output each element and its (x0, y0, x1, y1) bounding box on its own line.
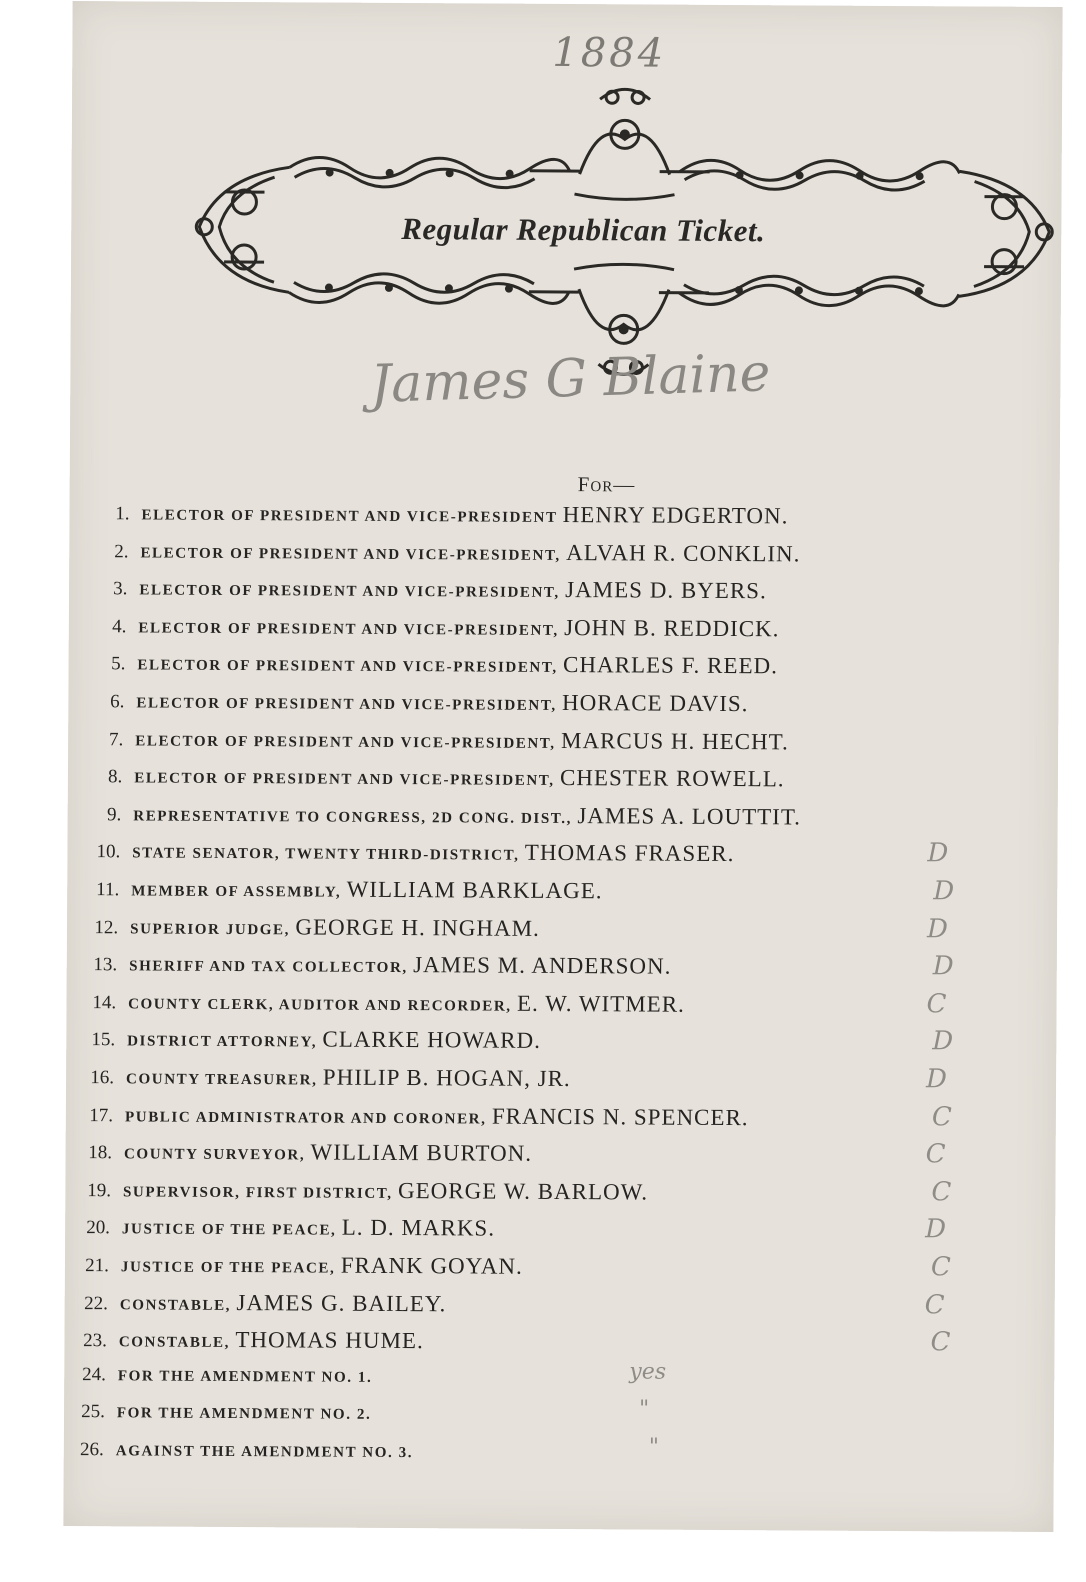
entry-number: 18. (88, 1142, 113, 1164)
handwritten-tally-mark: C (931, 1177, 952, 1208)
handwritten-amendment-mark: " (648, 1434, 660, 1460)
entry-office: ELECTOR OF PRESIDENT AND VICE-PRESIDENT, (137, 657, 564, 677)
entry-candidate: FRANCIS N. SPENCER. (491, 1103, 749, 1130)
ballot-entry (87, 800, 801, 830)
entry-number: 22. (84, 1292, 108, 1314)
entry-office: AGAINST THE AMENDMENT NO. 3. (115, 1443, 414, 1462)
entry-number: 17. (89, 1104, 114, 1126)
entry-number: 10. (96, 841, 121, 863)
entry-office: SHERIFF AND TAX COLLECTOR, (129, 958, 414, 977)
ballot-entry (72, 1364, 373, 1388)
entry-number: 6. (110, 691, 125, 713)
entry-number: 26. (80, 1439, 104, 1461)
entry-number: 5. (111, 653, 126, 675)
entry-number: 1. (115, 503, 130, 525)
entry-office: REPRESENTATIVE TO CONGRESS, 2D CONG. DIST., (133, 808, 578, 827)
entry-number: 24. (82, 1363, 106, 1386)
ballot-entry (93, 574, 766, 604)
entry-number: 7. (109, 728, 124, 750)
ballot-entry (80, 1063, 571, 1092)
handwritten-amendment-mark: " (638, 1396, 650, 1422)
ballot-entry (83, 950, 671, 980)
entry-number: 21. (85, 1255, 110, 1277)
entry-office: COUNTY SURVEYOR, (123, 1146, 311, 1164)
entry-candidate: CLARKE HOWARD. (322, 1026, 541, 1054)
ballot-entry (79, 1101, 749, 1131)
ballot-paper (63, 1, 1062, 1532)
entry-office: COUNTY CLERK, AUDITOR AND RECORDER, (128, 996, 518, 1015)
entry-office: ELECTOR OF PRESIDENT AND VICE-PRESIDENT (141, 507, 563, 526)
handwritten-tally-mark: C (924, 1289, 945, 1320)
handwritten-tally-mark: D (926, 1064, 948, 1095)
entry-candidate: ALVAH R. CONKLIN. (566, 539, 801, 567)
entry-number: 2. (114, 540, 129, 562)
ballot-entry (77, 1176, 648, 1205)
ballot-entry (82, 988, 685, 1018)
ballot-entry (76, 1213, 495, 1242)
entry-number: 16. (90, 1067, 115, 1089)
entry-number: 12. (94, 916, 119, 938)
ballot-entry (81, 1025, 541, 1054)
ballot-entry (92, 612, 779, 642)
entry-number: 8. (108, 766, 123, 788)
ballot-entry (85, 875, 602, 904)
entry-office: CONSTABLE, (119, 1296, 237, 1314)
entry-candidate: CHARLES F. REED. (563, 652, 778, 679)
handwritten-tally-mark: C (926, 989, 947, 1020)
entry-candidate: JAMES A. LOUTTIT. (577, 802, 802, 830)
handwritten-tally-mark: D (927, 838, 949, 869)
entry-office: ELECTOR OF PRESIDENT AND VICE-PRESIDENT, (139, 582, 566, 602)
entry-candidate: THOMAS FRASER. (524, 840, 735, 867)
entry-office: ELECTOR OF PRESIDENT AND VICE-PRESIDENT, (135, 732, 562, 752)
entry-number: 3. (113, 578, 128, 600)
entry-office: ELECTOR OF PRESIDENT AND VICE-PRESIDENT, (138, 620, 565, 639)
entry-office: ELECTOR OF PRESIDENT AND VICE-PRESIDENT, (140, 545, 567, 564)
handwritten-tally-mark: C (930, 1252, 951, 1283)
entry-candidate: JAMES D. BYERS. (565, 577, 767, 604)
ballot-entry (89, 725, 789, 755)
entry-office: COUNTY TREASURER, (126, 1071, 323, 1089)
entry-office: FOR THE AMENDMENT NO. 1. (117, 1368, 373, 1386)
handwritten-tally-mark: D (933, 876, 955, 907)
entry-candidate: E. W. WITMER. (516, 990, 685, 1017)
ballot-entry (70, 1439, 413, 1463)
ticket-title: Regular Republican Ticket. (401, 211, 766, 249)
handwritten-tally-mark: D (926, 913, 948, 944)
entry-number: 11. (96, 879, 120, 901)
entry-candidate: GEORGE W. BARLOW. (397, 1177, 649, 1205)
entry-candidate: HENRY EDGERTON. (562, 501, 789, 529)
entry-office: CONSTABLE, (118, 1334, 236, 1352)
entry-candidate: MARCUS H. HECHT. (560, 727, 789, 754)
handwritten-tally-mark: D (932, 1026, 954, 1057)
entry-office: FOR THE AMENDMENT NO. 2. (116, 1405, 372, 1424)
entry-office: SUPERVISOR, FIRST DISTRICT, (122, 1184, 399, 1202)
entry-candidate: HORACE DAVIS. (562, 689, 749, 717)
entry-office: PUBLIC ADMINISTRATOR AND CORONER, (124, 1108, 492, 1128)
ballot-entry (94, 537, 800, 567)
entry-candidate: GEORGE H. INGHAM. (295, 913, 540, 941)
entry-office: DISTRICT ATTORNEY, (127, 1033, 323, 1051)
ballot-entry (71, 1401, 372, 1425)
entry-candidate: WILLIAM BARKLAGE. (346, 876, 603, 904)
handwritten-amendment-mark: yes (629, 1359, 667, 1385)
handwritten-signature: James G Blaine (369, 343, 772, 415)
ballot-entry (95, 499, 788, 529)
entry-candidate: PHILIP B. HOGAN, JR. (322, 1064, 571, 1092)
ballot-entry (90, 687, 748, 717)
entry-candidate: JAMES M. ANDERSON. (413, 952, 672, 979)
entry-number: 9. (106, 804, 122, 826)
entry-candidate: CHESTER ROWELL. (559, 765, 785, 792)
ballot-entry (78, 1138, 532, 1167)
ballot-entry (74, 1289, 446, 1317)
entry-number: 23. (83, 1330, 107, 1352)
entry-candidate: FRANK GOYAN. (340, 1252, 523, 1279)
entry-candidate: WILLIAM BURTON. (310, 1139, 533, 1167)
ballot-entry (75, 1251, 523, 1280)
entry-candidate: THOMAS HUME. (235, 1327, 424, 1354)
entry-candidate: L. D. MARKS. (341, 1215, 496, 1241)
entry-number: 25. (81, 1401, 105, 1423)
ballot-entry (88, 762, 784, 792)
handwritten-tally-mark: D (932, 951, 954, 982)
for-heading: For— (577, 472, 636, 497)
handwritten-tally-mark: D (925, 1214, 947, 1245)
ballot-entry (91, 650, 778, 680)
entry-number: 14. (92, 991, 117, 1014)
entry-candidate: JOHN B. REDDICK. (564, 614, 780, 642)
entry-office: ELECTOR OF PRESIDENT AND VICE-PRESIDENT, (136, 695, 563, 714)
handwritten-tally-mark: C (930, 1327, 951, 1358)
entry-number: 15. (91, 1029, 116, 1051)
handwritten-tally-mark: C (931, 1101, 952, 1132)
entry-number: 19. (87, 1179, 112, 1202)
ballot-entry (84, 913, 540, 942)
entry-office: ELECTOR OF PRESIDENT AND VICE-PRESIDENT, (134, 770, 561, 790)
entry-office: SUPERIOR JUDGE, (130, 920, 296, 938)
entry-office: MEMBER OF ASSEMBLY, (131, 883, 347, 901)
entry-office: JUSTICE OF THE PEACE, (120, 1259, 341, 1277)
entry-office: STATE SENATOR, TWENTY THIRD-DISTRICT, (132, 845, 525, 865)
entry-number: 4. (112, 616, 127, 638)
ballot-entry (73, 1326, 424, 1354)
pencil-year: 1884 (552, 29, 667, 77)
entry-number: 20. (86, 1217, 111, 1239)
entry-office: JUSTICE OF THE PEACE, (121, 1221, 342, 1240)
entry-candidate: JAMES G. BAILEY. (236, 1289, 447, 1316)
entry-number: 13. (93, 954, 118, 976)
handwritten-tally-mark: C (925, 1139, 946, 1170)
ballot-entry (86, 837, 734, 867)
